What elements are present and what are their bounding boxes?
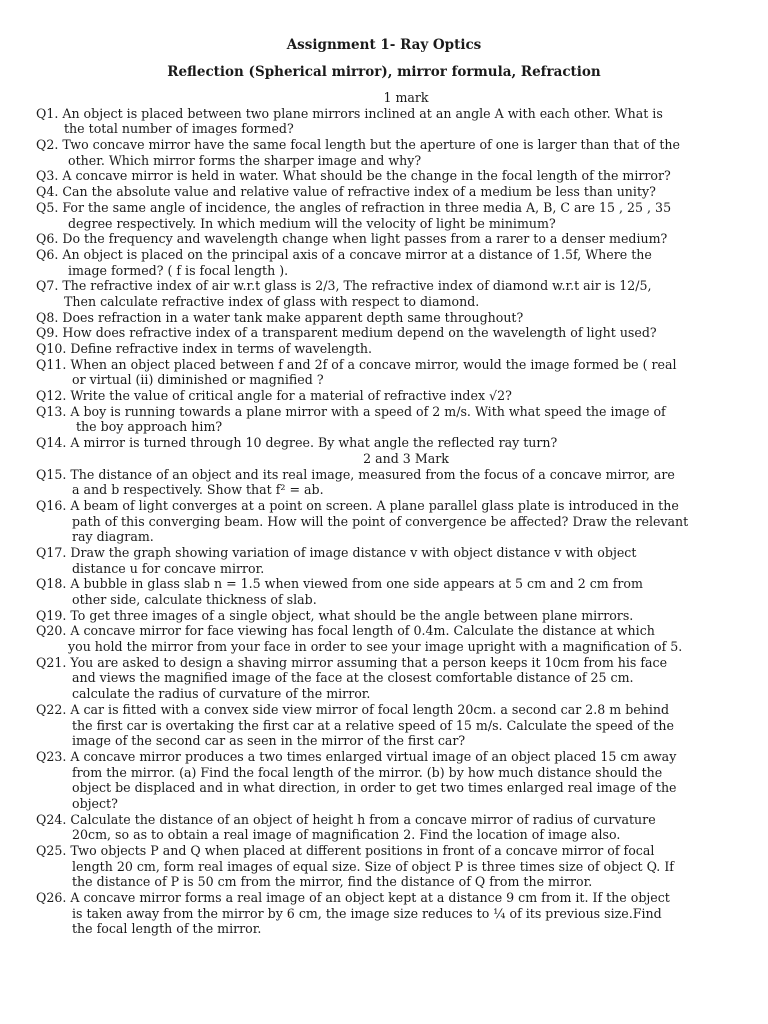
question-25: [36, 843, 736, 890]
document-subtitle: Reflection (Spherical mirror), mirror formula, Refraction: [167, 64, 601, 80]
question-line: Q12. Write the value of critical angle for a material of refractive index √2?: [36, 388, 512, 404]
question-line: or virtual (ii) diminished or magnified ?: [72, 372, 324, 388]
question-14: [36, 435, 736, 451]
question-line: the boy approach him?: [76, 419, 223, 435]
question-line: 20cm, so as to obtain a real image of magnification 2. Find the location of image also.: [72, 827, 621, 843]
question-6a: [36, 231, 736, 247]
question-6b: [36, 247, 736, 278]
question-line: and views the magnified image of the face at the closest comfortable distance of 25 cm.: [72, 670, 634, 686]
question-line: is taken away from the mirror by 6 cm, the image size reduces to ¼ of its previous size.Find: [72, 905, 662, 921]
section-heading-1-mark: 1 mark: [383, 90, 429, 105]
question-11: [36, 357, 736, 388]
question-16: [36, 498, 736, 545]
question-line: Then calculate refractive index of glass with respect to diamond.: [64, 293, 480, 309]
question-line: Q5. For the same angle of incidence, the angles of refraction in three media A, B, C are 15 , 25 , 35: [36, 199, 672, 215]
question-line: Q11. When an object placed between f and 2f of a concave mirror, would the image formed be ( real: [36, 356, 677, 372]
question-line: Q8. Does refraction in a water tank make apparent depth same throughout?: [36, 309, 524, 325]
question-line: you hold the mirror from your face in order to see your image upright with a magnification of 5.: [68, 639, 683, 655]
question-line: Q6. Do the frequency and wavelength change when light passes from a rarer to a denser medium?: [36, 231, 668, 247]
question-line: the first car is overtaking the first car at a relative speed of 15 m/s. Calculate the speed of the: [72, 717, 674, 733]
question-22: [36, 702, 736, 749]
question-24: [36, 812, 736, 843]
question-line: the total number of images formed?: [64, 121, 294, 137]
question-line: Q17. Draw the graph showing variation of image distance v with object distance v with object: [36, 544, 637, 560]
question-line: a and b respectively. Show that f² = ab.: [72, 482, 324, 498]
question-line: length 20 cm, form real images of equal size. Size of object P is three times size of object Q. If: [72, 858, 674, 874]
question-19: [36, 608, 736, 624]
question-line: Q1. An object is placed between two plane mirrors inclined at an angle A with each other. What is: [36, 105, 663, 121]
question-line: Q4. Can the absolute value and relative value of refractive index of a medium be less than unity?: [36, 184, 656, 200]
question-5: [36, 200, 736, 231]
question-1: [36, 106, 736, 137]
question-line: Q10. Define refractive index in terms of wavelength.: [36, 341, 373, 356]
question-3: [36, 168, 736, 184]
question-23: [36, 749, 736, 812]
question-line: calculate the radius of curvature of the mirror.: [72, 686, 371, 702]
question-line: other side, calculate thickness of slab.: [72, 592, 317, 607]
question-line: Q6. An object is placed on the principal axis of a concave mirror at a distance of 1.5f, Where the: [36, 246, 652, 262]
question-8: [36, 310, 736, 326]
question-18: [36, 576, 736, 607]
document-title: Assignment 1- Ray Optics: [286, 37, 482, 53]
question-line: image of the second car as seen in the mirror of the first car?: [72, 733, 466, 749]
question-line: Q7. The refractive index of air w.r.t glass is 2/3, The refractive index of diamond w.r.t air is 12/5,: [36, 278, 652, 294]
question-line: ray diagram.: [72, 529, 154, 545]
question-20: [36, 623, 736, 654]
question-line: Q20. A concave mirror for face viewing has focal length of 0.4m. Calculate the distance at which: [36, 623, 655, 639]
question-21: [36, 655, 736, 702]
question-line: Q19. To get three images of a single object, what should be the angle between plane mirrors.: [36, 607, 634, 623]
question-line: Q13. A boy is running towards a plane mirror with a speed of 2 m/s. With what speed the image of: [36, 403, 666, 419]
question-line: other. Which mirror forms the sharper image and why?: [68, 152, 422, 168]
question-line: Q18. A bubble in glass slab n = 1.5 when viewed from one side appears at 5 cm and 2 cm from: [36, 576, 643, 592]
question-line: the distance of P is 50 cm from the mirror, find the distance of Q from the mirror.: [72, 874, 593, 890]
question-line: Q15. The distance of an object and its real image, measured from the focus of a concave mirror, are: [36, 466, 675, 482]
question-line: Q25. Two objects P and Q when placed at different positions in front of a concave mirror of focal: [36, 843, 655, 858]
question-15: [36, 467, 736, 498]
question-17: [36, 545, 736, 576]
question-line: Q22. A car is fitted with a convex side view mirror of focal length 20cm. a second car 2.8 m behind: [36, 701, 670, 717]
question-line: Q9. How does refractive index of a transparent medium depend on the wavelength of light used?: [36, 325, 657, 341]
question-line: Q14. A mirror is turned through 10 degree. By what angle the reflected ray turn?: [36, 435, 558, 451]
question-10: [36, 341, 736, 357]
question-list: [36, 90, 736, 937]
question-line: Q16. A beam of light converges at a point on screen. A plane parallel glass plate is introduced in the: [36, 497, 679, 513]
question-line: Q2. Two concave mirror have the same focal length but the aperture of one is larger than that of the: [36, 137, 680, 153]
question-4: [36, 184, 736, 200]
question-26: [36, 890, 736, 937]
question-9: [36, 325, 736, 341]
question-line: Q26. A concave mirror forms a real image of an object kept at a distance 9 cm from it. If the object: [36, 890, 670, 906]
question-13: [36, 404, 736, 435]
question-line: object?: [72, 795, 118, 811]
question-line: from the mirror. (a) Find the focal length of the mirror. (b) by how much distance should the: [72, 764, 663, 780]
question-2: [36, 137, 736, 168]
question-line: Q21. You are asked to design a shaving mirror assuming that a person keeps it 10cm from his face: [36, 654, 668, 670]
question-line: distance u for concave mirror.: [72, 560, 265, 576]
question-line: image formed? ( f is focal length ).: [68, 262, 289, 278]
question-line: Q24. Calculate the distance of an object of height h from a concave mirror of radius of curvature: [36, 811, 656, 827]
question-line: path of this converging beam. How will the point of convergence be affected? Draw the relevant: [72, 513, 689, 529]
question-12: [36, 388, 736, 404]
question-line: Q3. A concave mirror is held in water. What should be the change in the focal length of the mirror?: [36, 168, 671, 184]
question-line: object be displaced and in what direction, in order to get two times enlarged real image of the: [72, 780, 677, 796]
question-line: degree respectively. In which medium will the velocity of light be minimum?: [68, 215, 556, 231]
question-line: Q23. A concave mirror produces a two times enlarged virtual image of an object placed 15 cm away: [36, 748, 677, 764]
question-line: the focal length of the mirror.: [72, 921, 262, 937]
question-7: [36, 278, 736, 309]
section-heading-2-3-mark: 2 and 3 Mark: [363, 450, 449, 466]
